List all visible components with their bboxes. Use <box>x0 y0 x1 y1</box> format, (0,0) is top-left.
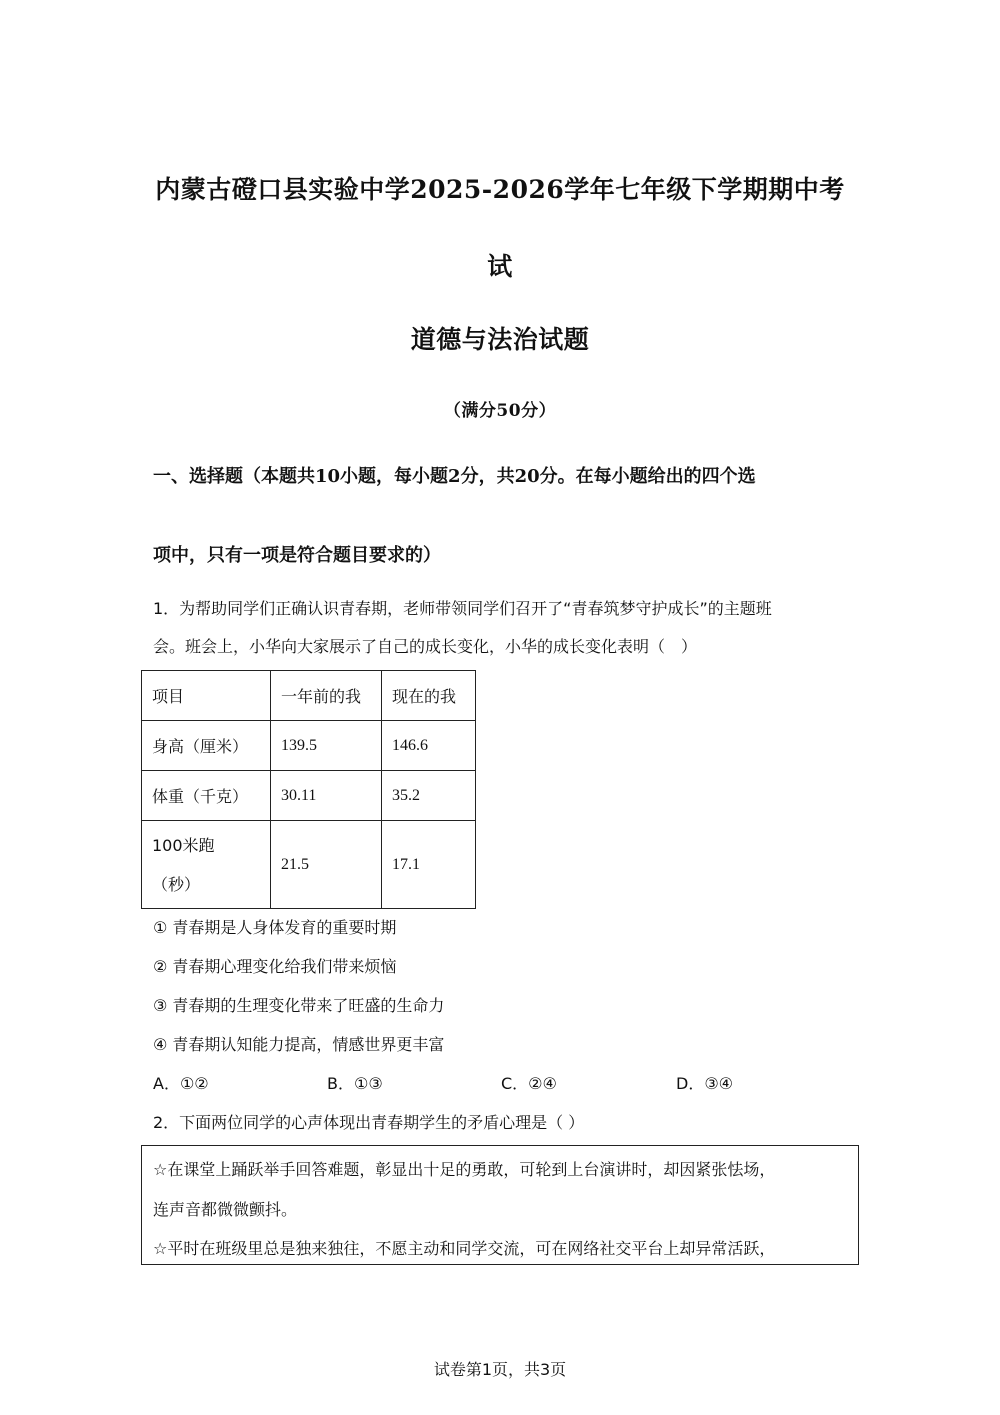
table-cell-value: 21.5 <box>271 821 382 909</box>
table-row <box>142 771 476 821</box>
q2-quote-line3: ☆平时在班级里总是独来独往，不愿主动和同学交流，可在网络社交平台上却异常活跃， <box>153 1239 776 1258</box>
table-header-row <box>142 671 476 721</box>
option-b[interactable]: B．①③ <box>327 1074 383 1093</box>
q2-quote-line2: 连声音都微微颤抖。 <box>153 1200 298 1219</box>
growth-table <box>141 670 476 909</box>
table-cell-label: 身高（厘米） <box>142 721 271 771</box>
subject-title: 道德与法治试题 <box>410 325 590 354</box>
table-cell-value: 35.2 <box>382 771 476 821</box>
exam-title-line1: 内蒙古磴口县实验中学2025-2026学年七年级下学期期中考 <box>155 175 845 204</box>
section-heading-line1: 一、选择题（本题共10小题，每小题2分，共20分。在每小题给出的四个选 <box>153 466 756 487</box>
q1-statement-2: ② 青春期心理变化给我们带来烦恼 <box>153 957 397 976</box>
table-cell-label <box>142 821 271 909</box>
table-header-cell: 项目 <box>142 671 271 721</box>
option-c[interactable]: C．②④ <box>501 1074 557 1093</box>
q1-stem-line2: 会。班会上，小华向大家展示了自己的成长变化，小华的成长变化表明（ ） <box>153 637 698 656</box>
table-cell-value: 17.1 <box>382 821 476 909</box>
page-footer: 试卷第1页，共3页 <box>433 1360 567 1379</box>
table-header-cell: 一年前的我 <box>271 671 382 721</box>
table-cell-label: 体重（千克） <box>142 771 271 821</box>
option-d[interactable]: D．③④ <box>676 1074 734 1093</box>
table-row <box>142 821 476 909</box>
table-cell-label-line2: （秒） <box>152 874 201 894</box>
exam-title-line2: 试 <box>487 252 513 281</box>
q1-statement-1: ① 青春期是人身体发育的重要时期 <box>153 918 397 937</box>
q2-quote-box <box>141 1145 859 1265</box>
section-heading-line2: 项中，只有一项是符合题目要求的） <box>153 545 441 566</box>
table-cell-value: 30.11 <box>271 771 382 821</box>
q1-statement-3: ③ 青春期的生理变化带来了旺盛的生命力 <box>153 996 445 1015</box>
table-cell-value: 139.5 <box>271 721 382 771</box>
table-cell-value: 146.6 <box>382 721 476 771</box>
q2-quote-line1: ☆在课堂上踊跃举手回答难题，彰显出十足的勇敢，可轮到上台演讲时，却因紧张怯场， <box>153 1160 776 1179</box>
q1-stem-line1: 1．为帮助同学们正确认识青春期，老师带领同学们召开了“青春筑梦守护成长”的主题班 <box>153 599 772 618</box>
option-a[interactable]: A．①② <box>153 1074 209 1093</box>
table-cell-label-line1: 100米跑 <box>152 835 215 855</box>
q2-stem: 2．下面两位同学的心声体现出青春期学生的矛盾心理是（ ） <box>153 1113 585 1132</box>
table-header-cell: 现在的我 <box>382 671 476 721</box>
full-score: （满分50分） <box>443 401 557 421</box>
q1-statement-4: ④ 青春期认知能力提高，情感世界更丰富 <box>153 1035 445 1054</box>
table-row <box>142 721 476 771</box>
